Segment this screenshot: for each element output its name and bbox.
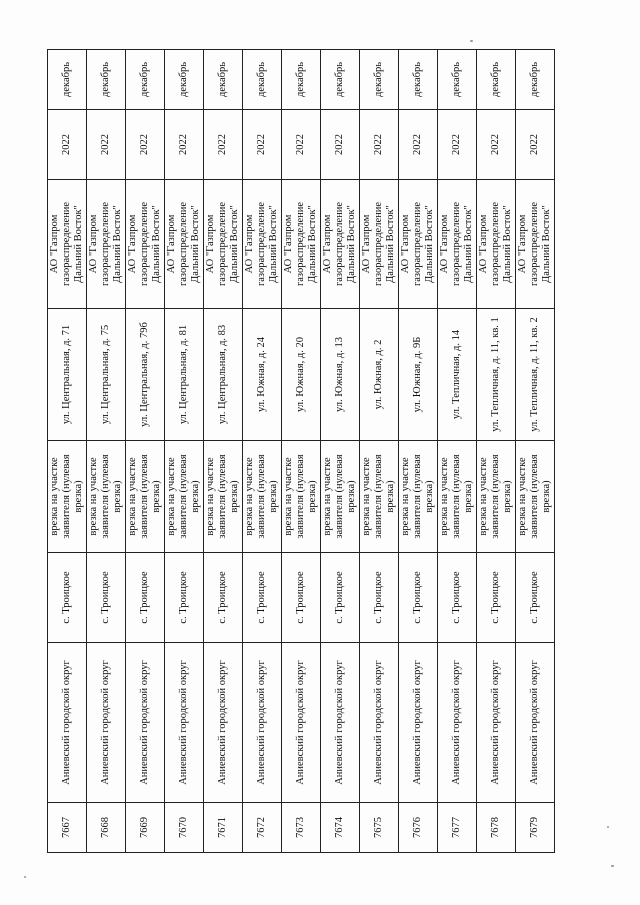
settlement-cell: с. Троицкое [165, 553, 204, 643]
organization-cell: АО "Газпром газораспределение Дальний Восток" [399, 180, 438, 309]
organization-cell: АО "Газпром газораспределение Дальний Восток" [204, 180, 243, 309]
year-cell: 2022 [87, 110, 126, 180]
district-cell: Аниевский городской округ [360, 643, 399, 803]
month-cell: декабрь [243, 50, 282, 110]
work-type-cell: врезка на участке заявителя (нулевая врезка) [243, 441, 282, 553]
work-type-cell: врезка на участке заявителя (нулевая врезка) [438, 441, 477, 553]
work-type-cell: врезка на участке заявителя (нулевая врезка) [204, 441, 243, 553]
scan-speck [24, 876, 26, 878]
year-cell: 2022 [516, 110, 555, 180]
year-cell: 2022 [243, 110, 282, 180]
scan-speck [607, 826, 609, 828]
organization-cell: АО "Газпром газораспределение Дальний Восток" [477, 180, 516, 309]
month-cell: декабрь [282, 50, 321, 110]
settlement-cell: с. Троицкое [438, 553, 477, 643]
row-number: 7674 [321, 803, 360, 853]
settlement-cell: с. Троицкое [477, 553, 516, 643]
district-cell: Аниевский городской округ [282, 643, 321, 803]
organization-cell: АО "Газпром газораспределение Дальний Восток" [48, 180, 87, 309]
month-cell: декабрь [399, 50, 438, 110]
row-number: 7679 [516, 803, 555, 853]
settlement-cell: с. Троицкое [360, 553, 399, 643]
settlement-cell: с. Троицкое [516, 553, 555, 643]
table-row [516, 50, 555, 853]
address-cell: ул. Южная, д. 20 [282, 309, 321, 441]
work-type-cell: врезка на участке заявителя (нулевая врезка) [126, 441, 165, 553]
address-cell: ул. Центральная, д. 75 [87, 309, 126, 441]
organization-cell: АО "Газпром газораспределение Дальний Восток" [438, 180, 477, 309]
month-cell: декабрь [360, 50, 399, 110]
address-cell: ул. Тепличная, д. 11, кв. 1 [477, 309, 516, 441]
address-cell: ул. Южная, д. 2 [360, 309, 399, 441]
year-cell: 2022 [282, 110, 321, 180]
row-number: 7675 [360, 803, 399, 853]
work-type-cell: врезка на участке заявителя (нулевая врезка) [48, 441, 87, 553]
table-row [165, 50, 204, 853]
district-cell: Аниевский городской округ [204, 643, 243, 803]
organization-cell: АО "Газпром газораспределение Дальний Восток" [360, 180, 399, 309]
address-cell: ул. Центральная, д. 79б [126, 309, 165, 441]
row-number: 7672 [243, 803, 282, 853]
work-type-cell: врезка на участке заявителя (нулевая врезка) [477, 441, 516, 553]
table-row [48, 50, 87, 853]
row-number: 7668 [87, 803, 126, 853]
address-cell: ул. Тепличная, д. 14 [438, 309, 477, 441]
address-cell: ул. Южная, д. 9Б [399, 309, 438, 441]
row-number: 7678 [477, 803, 516, 853]
year-cell: 2022 [165, 110, 204, 180]
month-cell: декабрь [438, 50, 477, 110]
address-cell: ул. Центральная, д. 71 [48, 309, 87, 441]
settlement-cell: с. Троицкое [282, 553, 321, 643]
month-cell: декабрь [477, 50, 516, 110]
settlement-cell: с. Троицкое [48, 553, 87, 643]
work-type-cell: врезка на участке заявителя (нулевая врезка) [399, 441, 438, 553]
district-cell: Аниевский городской округ [438, 643, 477, 803]
row-number: 7670 [165, 803, 204, 853]
address-cell: ул. Центральная, д. 83 [204, 309, 243, 441]
table-row [477, 50, 516, 853]
work-type-cell: врезка на участке заявителя (нулевая врезка) [516, 441, 555, 553]
row-number: 7677 [438, 803, 477, 853]
month-cell: декабрь [204, 50, 243, 110]
table-row [204, 50, 243, 853]
address-cell: ул. Тепличная, д. 11, кв. 2 [516, 309, 555, 441]
settlement-cell: с. Троицкое [399, 553, 438, 643]
work-type-cell: врезка на участке заявителя (нулевая врезка) [360, 441, 399, 553]
year-cell: 2022 [204, 110, 243, 180]
district-cell: Аниевский городской округ [516, 643, 555, 803]
month-cell: декабрь [87, 50, 126, 110]
schedule-table [47, 49, 555, 853]
settlement-cell: с. Троицкое [243, 553, 282, 643]
district-cell: Аниевский городской округ [243, 643, 282, 803]
row-number: 7669 [126, 803, 165, 853]
work-type-cell: врезка на участке заявителя (нулевая врезка) [87, 441, 126, 553]
month-cell: декабрь [516, 50, 555, 110]
row-number: 7667 [48, 803, 87, 853]
table-row [399, 50, 438, 853]
table-row [438, 50, 477, 853]
scan-speck [470, 40, 473, 42]
address-cell: ул. Южная, д. 24 [243, 309, 282, 441]
district-cell: Аниевский городской округ [477, 643, 516, 803]
district-cell: Аниевский городской округ [321, 643, 360, 803]
settlement-cell: с. Троицкое [321, 553, 360, 643]
year-cell: 2022 [126, 110, 165, 180]
table-row [87, 50, 126, 853]
table-row [243, 50, 282, 853]
row-number: 7676 [399, 803, 438, 853]
organization-cell: АО "Газпром газораспределение Дальний Восток" [516, 180, 555, 309]
organization-cell: АО "Газпром газораспределение Дальний Восток" [165, 180, 204, 309]
district-cell: Аниевский городской округ [126, 643, 165, 803]
year-cell: 2022 [438, 110, 477, 180]
organization-cell: АО "Газпром газораспределение Дальний Восток" [126, 180, 165, 309]
year-cell: 2022 [360, 110, 399, 180]
month-cell: декабрь [126, 50, 165, 110]
year-cell: 2022 [399, 110, 438, 180]
organization-cell: АО "Газпром газораспределение Дальний Восток" [321, 180, 360, 309]
settlement-cell: с. Троицкое [204, 553, 243, 643]
work-type-cell: врезка на участке заявителя (нулевая врезка) [321, 441, 360, 553]
work-type-cell: врезка на участке заявителя (нулевая врезка) [165, 441, 204, 553]
month-cell: декабрь [321, 50, 360, 110]
address-cell: ул. Центральная, д. 81 [165, 309, 204, 441]
district-cell: Аниевский городской округ [87, 643, 126, 803]
address-cell: ул. Южная, д. 13 [321, 309, 360, 441]
organization-cell: АО "Газпром газораспределение Дальний Восток" [243, 180, 282, 309]
table-row [126, 50, 165, 853]
year-cell: 2022 [321, 110, 360, 180]
scan-speck [611, 865, 614, 867]
table-row [282, 50, 321, 853]
organization-cell: АО "Газпром газораспределение Дальний Восток" [282, 180, 321, 309]
month-cell: декабрь [48, 50, 87, 110]
settlement-cell: с. Троицкое [87, 553, 126, 643]
organization-cell: АО "Газпром газораспределение Дальний Восток" [87, 180, 126, 309]
settlement-cell: с. Троицкое [126, 553, 165, 643]
year-cell: 2022 [48, 110, 87, 180]
district-cell: Аниевский городской округ [399, 643, 438, 803]
table-row [360, 50, 399, 853]
table-row [321, 50, 360, 853]
work-type-cell: врезка на участке заявителя (нулевая врезка) [282, 441, 321, 553]
district-cell: Аниевский городской округ [48, 643, 87, 803]
row-number: 7671 [204, 803, 243, 853]
row-number: 7673 [282, 803, 321, 853]
year-cell: 2022 [477, 110, 516, 180]
district-cell: Аниевский городской округ [165, 643, 204, 803]
month-cell: декабрь [165, 50, 204, 110]
